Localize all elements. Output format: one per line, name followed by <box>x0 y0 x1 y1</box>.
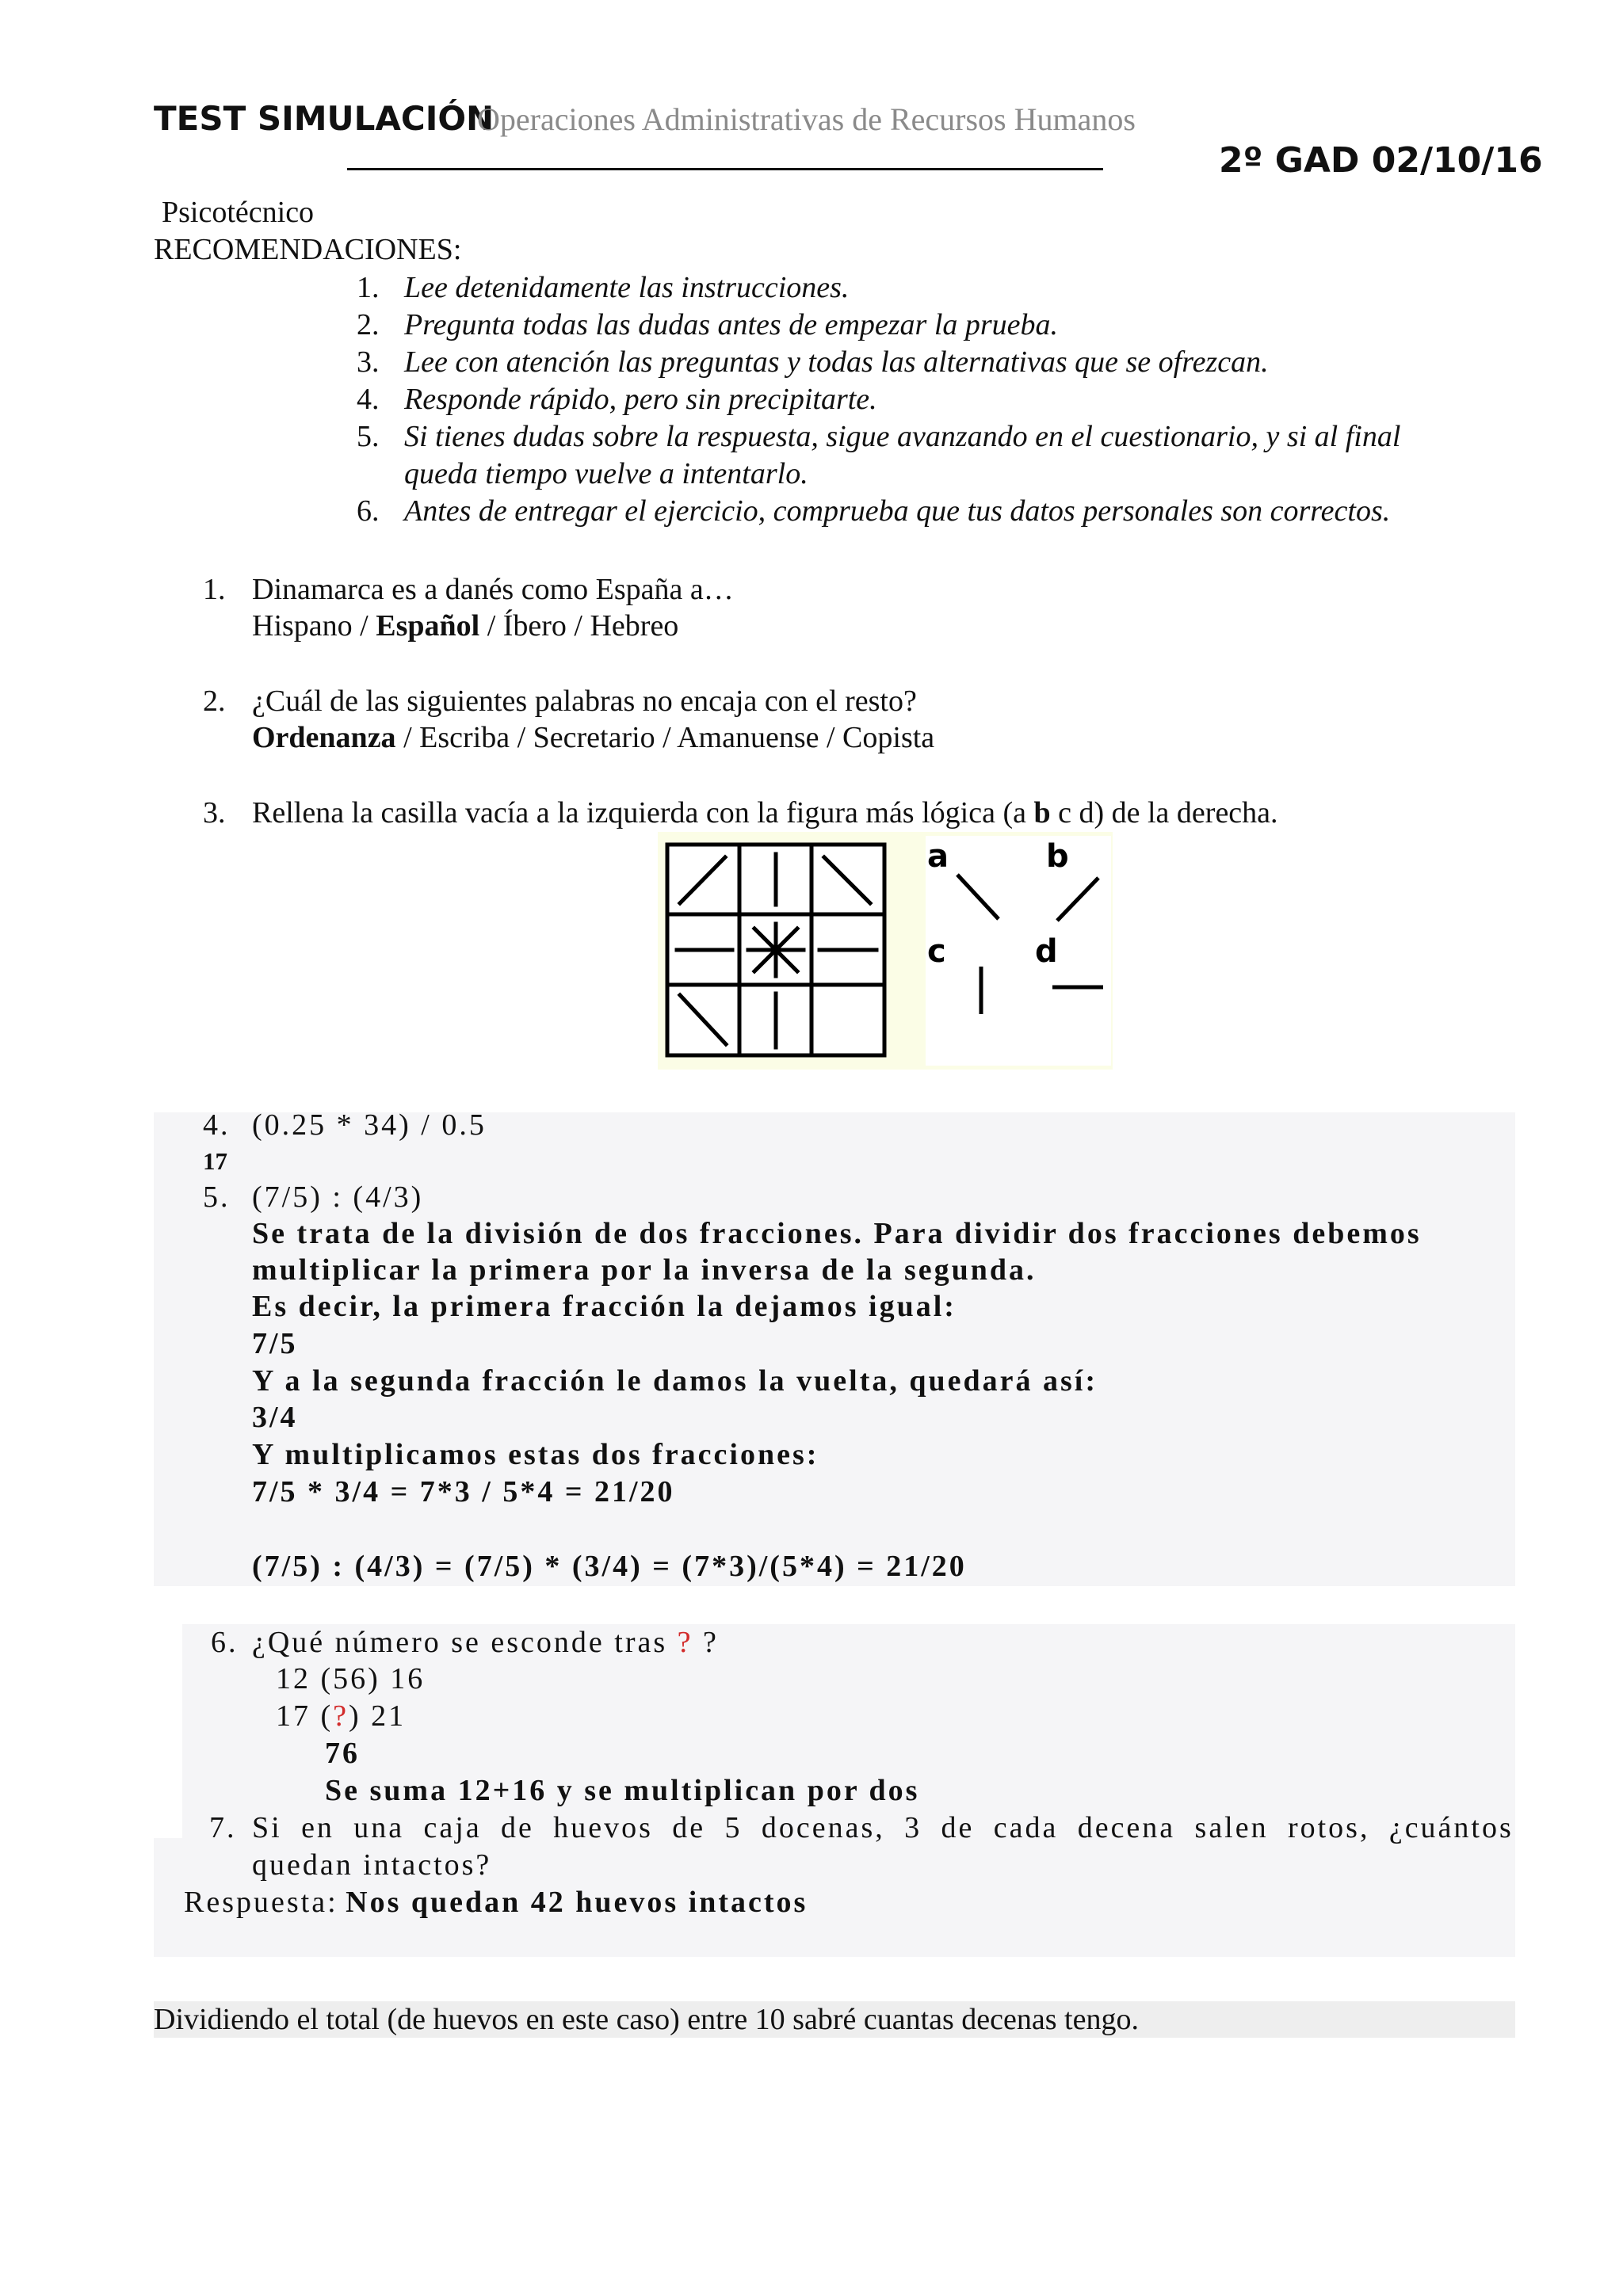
explanation-line: Y a la segunda fracción le damos la vuelta, quedará así: <box>252 1364 1098 1398</box>
answer-line <box>184 1884 808 1920</box>
question-options <box>252 608 678 644</box>
correct-option: b <box>1033 796 1051 830</box>
recommendation-text: Antes de entregar el ejercicio, comprueba que tus datos personales son correctos. <box>404 494 1391 528</box>
explanation-line: 7/5 <box>252 1327 298 1360</box>
correct-option: Ordenanza <box>252 721 396 754</box>
recommendation-text: Lee detenidamente las instrucciones. <box>404 271 850 304</box>
question-number: 4. <box>203 1108 231 1142</box>
recommendation-text: Pregunta todas las dudas antes de empezar la prueba. <box>404 308 1059 341</box>
question-text-part: c d) de la derecha. <box>1050 796 1278 830</box>
explanation-line: Se trata de la división de dos fracciones. Para dividir dos fracciones debemos <box>252 1217 1422 1250</box>
cell-star <box>748 924 804 976</box>
question-options <box>252 719 934 756</box>
sequence-row <box>276 1698 406 1734</box>
footer-note: Dividiendo el total (de huevos en este caso) entre 10 sabré cuantas decenas tengo. <box>154 2003 1139 2036</box>
explanation-line: Es decir, la primera fracción la dejamos igual: <box>252 1290 957 1323</box>
explanation-line: 3/4 <box>252 1401 298 1434</box>
answer-text: Nos quedan 42 huevos intactos <box>346 1886 808 1919</box>
question-word: de <box>941 1811 975 1844</box>
sequence-part: 17 ( <box>276 1699 334 1733</box>
recommendation-text: Responde rápido, pero sin precipitarte. <box>404 383 877 416</box>
question-word: de <box>501 1811 534 1844</box>
option-separator: / <box>352 609 376 643</box>
explanation-line: multiplicar la primera por la inversa de la segunda. <box>252 1253 1037 1287</box>
option-separator: / <box>479 609 503 643</box>
question-word: salen <box>1194 1811 1269 1844</box>
document-code: 2º GAD 02/10/16 <box>1219 140 1543 181</box>
question-number: 5. <box>203 1180 231 1214</box>
option: Íbero / Hebreo <box>502 609 679 643</box>
question-text <box>252 1624 719 1661</box>
answer-text: 17 <box>203 1147 227 1175</box>
question-word: en <box>301 1811 334 1844</box>
question-text: ¿Cuál de las siguientes palabras no encaja con el resto? <box>252 685 917 718</box>
question-word: 5 <box>724 1811 743 1844</box>
final-result: (7/5) : (4/3) = (7/5) * (3/4) = (7*3)/(5*4) = 21/20 <box>252 1550 967 1583</box>
recommendation-number: 4. <box>357 383 380 416</box>
sequence-row: 12 (56) 16 <box>276 1662 426 1695</box>
question-number: 3. <box>203 796 226 830</box>
hidden-number-mark: ? <box>677 1626 693 1659</box>
question-word: huevos <box>553 1811 653 1844</box>
question-word: de <box>672 1811 706 1844</box>
document-subtitle: Operaciones Administrativas de Recursos Humanos <box>477 101 1136 137</box>
question-number: 6. <box>211 1626 239 1659</box>
header-rule <box>347 168 1103 170</box>
question-word: caja <box>423 1811 482 1844</box>
answer-text: 76 <box>325 1737 360 1770</box>
question-word: 3 <box>904 1811 922 1844</box>
option-label-b: b <box>1046 838 1069 875</box>
question-word: una <box>353 1811 405 1844</box>
options-panel <box>926 836 1111 1066</box>
option: / Escriba / Secretario / Amanuense / Copista <box>395 721 935 754</box>
question-text-continued: quedan intactos? <box>252 1848 492 1882</box>
question-text: (0.25 * 34) / 0.5 <box>252 1108 487 1142</box>
question-word: ¿cuántos <box>1388 1811 1514 1844</box>
explanation-line: Y multiplicamos estas dos fracciones: <box>252 1438 819 1471</box>
recommendation-number: 6. <box>357 494 380 528</box>
recommendation-number: 2. <box>357 308 380 341</box>
question-text: (7/5) : (4/3) <box>252 1180 424 1214</box>
question-number: 7. <box>209 1811 237 1844</box>
section-label: Psicotécnico <box>162 196 315 229</box>
option: Hispano <box>252 609 353 643</box>
question-text-part: ¿Qué número se esconde tras <box>252 1626 668 1659</box>
option-label-d: d <box>1035 933 1058 970</box>
question-word: cada <box>993 1811 1059 1844</box>
recommendation-number: 1. <box>357 271 380 304</box>
correct-option: Español <box>376 609 480 643</box>
recommendation-text: Lee con atención las preguntas y todas las alternativas que se ofrezcan. <box>404 345 1269 379</box>
recommendation-number: 5. <box>357 420 380 453</box>
explanation-line: 7/5 * 3/4 = 7*3 / 5*4 = 21/20 <box>252 1475 675 1508</box>
recommendation-number: 3. <box>357 345 380 379</box>
question-word: decena <box>1077 1811 1176 1844</box>
recommendations-heading: RECOMENDACIONES: <box>154 233 462 266</box>
question-word: docenas, <box>761 1811 885 1844</box>
recommendation-text: Si tienes dudas sobre la respuesta, sigue avanzando en el cuestionario, y si al final <box>404 420 1401 453</box>
hidden-number-mark: ? <box>333 1699 349 1733</box>
sequence-part: ) 21 <box>349 1699 407 1733</box>
question-text <box>252 1810 1514 1846</box>
recommendation-text-continued: queda tiempo vuelve a intentarlo. <box>404 457 808 490</box>
question-text: Dinamarca es a danés como España a… <box>252 573 734 606</box>
question-word: Si <box>252 1811 282 1844</box>
question-word: rotos, <box>1287 1811 1370 1844</box>
explanation-line: Se suma 12+16 y se multiplican por dos <box>325 1774 920 1807</box>
question-number: 1. <box>203 573 226 606</box>
question-text <box>252 795 1278 831</box>
option-label-c: c <box>927 933 946 970</box>
option-label-a: a <box>927 838 949 875</box>
answer-label: Respuesta: <box>184 1886 338 1919</box>
question-text-part: Rellena la casilla vacía a la izquierda con la figura más lógica (a <box>252 796 1034 830</box>
question-text-part: ? <box>703 1626 719 1659</box>
question-number: 2. <box>203 685 226 718</box>
pattern-figure <box>658 832 1113 1070</box>
document-title: TEST SIMULACIÓN <box>154 99 495 138</box>
